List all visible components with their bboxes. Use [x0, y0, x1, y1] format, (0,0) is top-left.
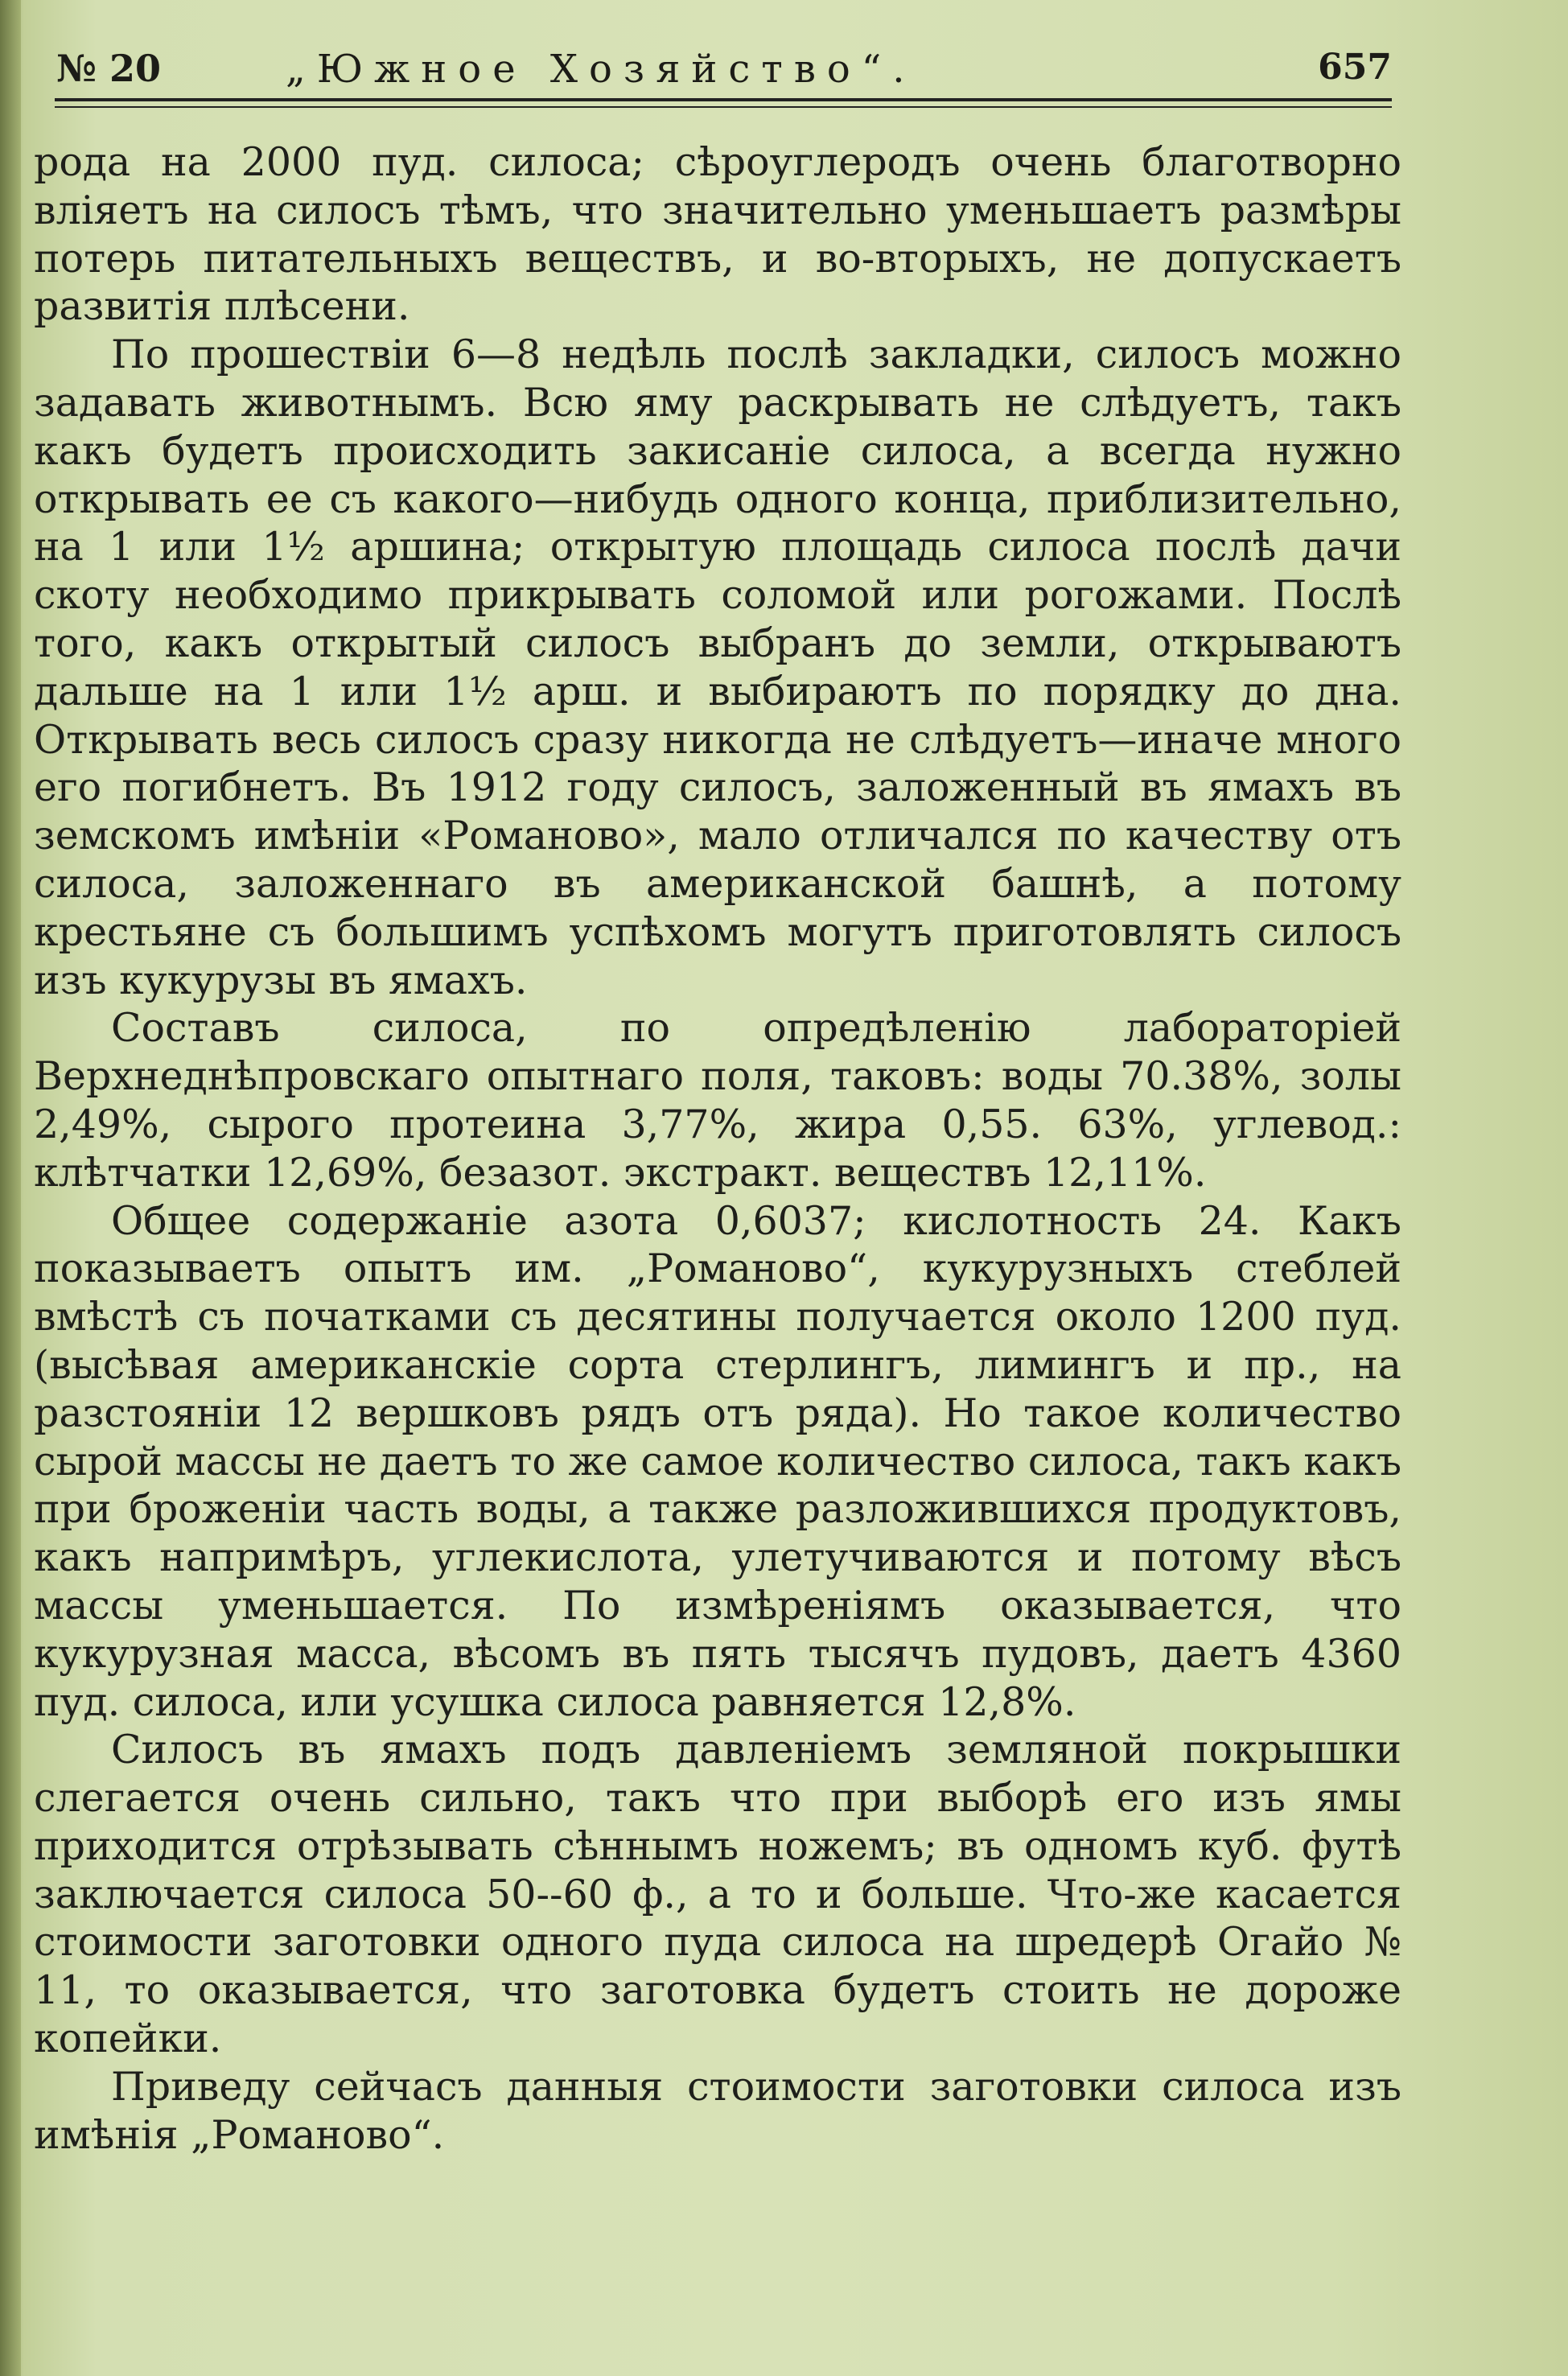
- header-rule-thin: [55, 106, 1392, 108]
- paragraph-silo-opening: По прошествіи 6—8 недѣль послѣ закладки, силосъ можно задавать животнымъ. Всю яму раскрывать не слѣдуетъ, такъ какъ будетъ происходить закисаніе силоса, а всегда нужно открывать ее съ какого—нибудь одного конца, приблизительно, на 1 или 1½ аршина; открытую площадь силоса послѣ дачи скоту необходимо прикрывать соломой или рогожами. Послѣ того, какъ открытый силосъ выбранъ до земли, открываютъ дальше на 1 или 1½ арш. и выбираютъ по порядку до дна. Открывать весь силосъ сразу никогда не слѣдуетъ—иначе много его погибнетъ. Въ 1912 году силосъ, заложенный въ ямахъ въ земскомъ имѣніи «Романово», мало отличался по качеству отъ силоса, заложеннаго въ американской башнѣ, а потому крестьяне съ большимъ успѣхомъ могутъ приготовлять силосъ изъ кукурузы въ ямахъ.: [34, 331, 1401, 1003]
- issue-number: № 20: [56, 47, 162, 90]
- paragraph-cost-data-intro: Приведу сейчасъ данныя стоимости заготовки силоса изъ имѣнія „Романово“.: [34, 2063, 1401, 2158]
- paragraph-silo-density-cost: Силосъ въ ямахъ подъ давленіемъ земляной покрышки слегается очень сильно, такъ что при выборѣ его изъ ямы приходится отрѣзывать сѣннымъ ножемъ; въ одномъ куб. футѣ заключается силоса 50--60 ф., а то и больше. Что-же касается стоимости заготовки одного пуда силоса на шредерѣ Огайо № 11, то оказывается, что заготовка будетъ стоить не дороже копейки.: [34, 1727, 1401, 2062]
- page-binding-edge: [0, 0, 21, 2376]
- page-header: [56, 47, 1392, 103]
- paragraph-continuation: рода на 2000 пуд. силоса; сѣроуглеродъ очень благотворно вліяетъ на силосъ тѣмъ, что значительно уменьшаетъ размѣры потерь питательныхъ веществъ, и во-вторыхъ, не допускаетъ развитія плѣсени.: [34, 139, 1401, 330]
- paragraph-nitrogen-yield: Общее содержаніе азота 0,6037; кислотность 24. Какъ показываетъ опытъ им. „Романово“, кукурузныхъ стеблей вмѣстѣ съ початками съ десятины получается около 1200 пуд. (высѣвая американскіе сорта стерлингъ, лимингъ и пр., на разстояніи 12 вершковъ рядъ отъ ряда). Но такое количество сырой массы не даетъ то же самое количество силоса, такъ какъ при броженіи часть воды, а также разложившихся продуктовъ, какъ напримѣръ, углекислота, улетучиваются и потому вѣсъ массы уменьшается. По измѣреніямъ оказывается, что кукурузная масса, вѣсомъ въ пять тысячъ пудовъ, даетъ 4360 пуд. силоса, или усушка силоса равняется 12,8%.: [34, 1197, 1401, 1725]
- article-body: [34, 138, 1401, 2159]
- page-number: 657: [1318, 47, 1392, 88]
- journal-title: „Южное Хозяйство“.: [286, 47, 916, 92]
- paragraph-silo-composition: Составъ силоса, по опредѣленію лабораторіей Верхнеднѣпровскаго опытнаго поля, таковъ: воды 70.38%, золы 2,49%, сырого протеина 3,77%, жира 0,55. 63%, углевод.: клѣтчатки 12,69%, безазот. экстракт. веществъ 12,11%.: [34, 1005, 1401, 1196]
- header-rule-thick: [55, 98, 1392, 101]
